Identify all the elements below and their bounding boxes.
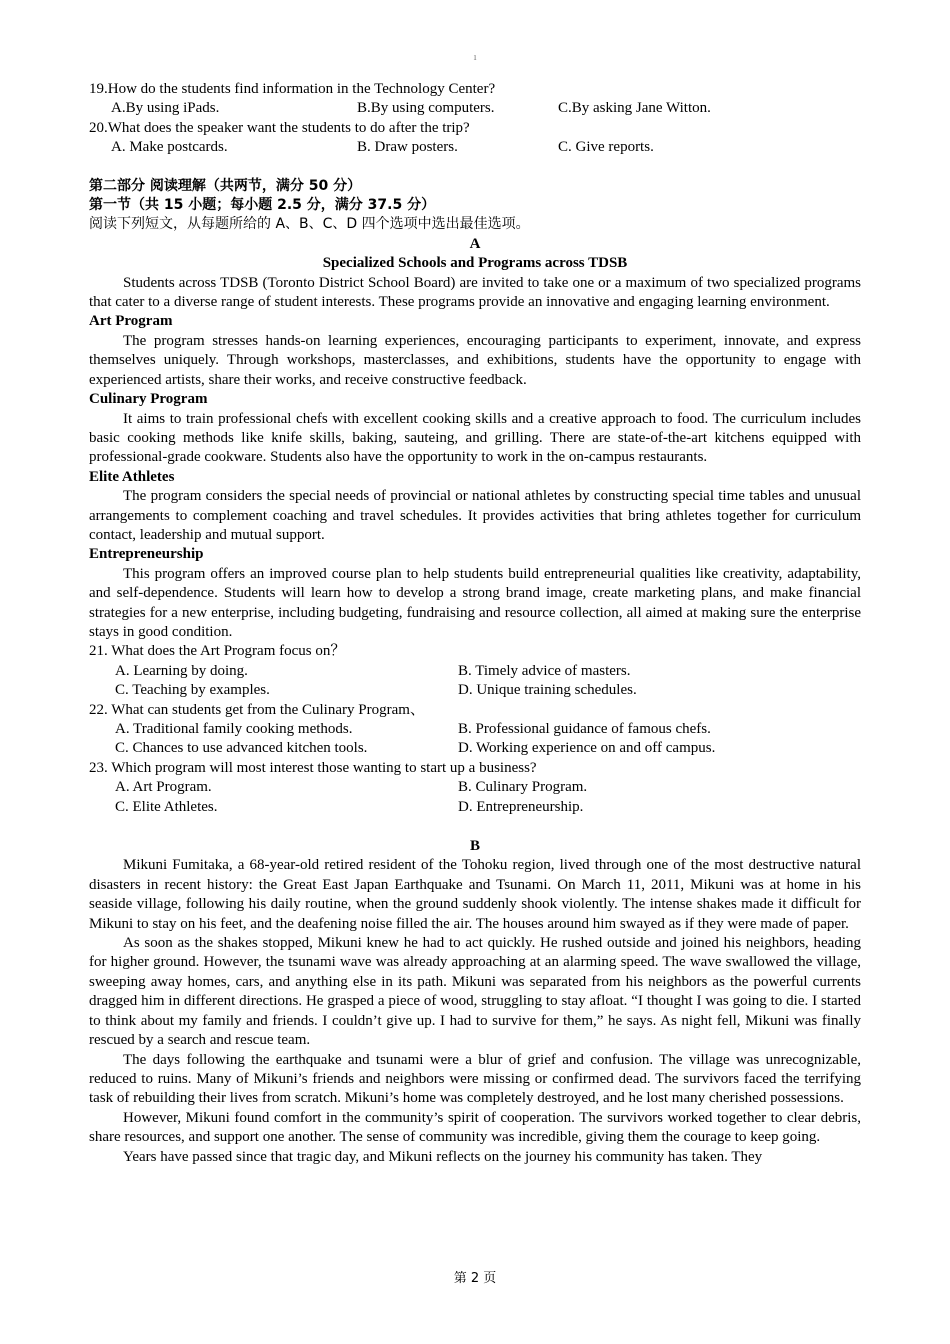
question-21-options-row1 [89, 662, 861, 681]
question-23-options-row2 [89, 798, 861, 817]
passage-a-title: Specialized Schools and Programs across TDSB [322, 255, 628, 272]
option-23-a: A. Art Program. [115, 779, 212, 796]
passage-a-letter: A [469, 235, 481, 252]
program-text-entrepreneurship: This program offers an improved course plan to help students build entrepreneurial qualities like creativity, adaptability, and self-dependence. Students will learn how to develop a strong brand image, create marketing plans, and make financial strategies for a new enterprise, including budgeting, fundraising and resource collection, all aimed at making sure the enterprise stays in good condition. [89, 565, 861, 640]
question-22-options-row2 [89, 739, 861, 758]
question-20-stem: 20.What does the speaker want the students to do after the trip? [89, 119, 470, 136]
program-heading-art: Art Program [89, 313, 173, 330]
program-heading-entrepreneurship: Entrepreneurship [89, 546, 204, 563]
program-text-athletes: The program considers the special needs of provincial or national athletes by constructing special time tables and unusual arrangements to complement coaching and travel schedules. It provides activities that bring athletes together for curriculum contact, leadership and mutual support. [89, 488, 861, 543]
option-19-b: B.By using computers. [357, 100, 495, 117]
question-20-options [89, 138, 861, 157]
option-23-d: D. Entrepreneurship. [458, 798, 584, 815]
passage-b-paragraph-3: The days following the earthquake and tsunami were a blur of grief and confusion. The village was unrecognizable, reduced to ruins. Many of Mikuni’s friends and neighbors were missing or confirmed dead. The survivors faced the terrifying task of rebuilding their lives from scratch. Mikuni’s home was completely destroyed, and he lost many cherished possessions. [89, 1051, 861, 1107]
option-20-b: B. Draw posters. [357, 139, 458, 156]
option-21-d: D. Unique training schedules. [458, 682, 637, 699]
program-text-culinary: It aims to train professional chefs with excellent cooking skills and a creative approach to food. The curriculum includes basic cooking methods like knife skills, baking, sauteing, and grilling. There are state-of-the-art kitchens equipped with professional-grade cookware. Students also have the opportunity to work in the on-campus restaurants. [89, 410, 861, 466]
passage-b-paragraph-2: As soon as the shakes stopped, Mikuni knew he had to act quickly. He rushed outside and joined his neighbors, heading for higher ground. However, the tsunami wave was already approaching at an alarming speed. The wave swallowed the village, sweeping away homes, cars, and anything else in its path. Mikuni was separated from his neighbors as the powerful currents dragged him in different directions. He grasped a piece of wood, struggling to stay afloat. “I thought I was going to die. I started to think about my family and friends. I couldn’t give up. I had to survive for them,” he says. As night fell, Mikuni was finally rescued by a search and rescue team. [89, 935, 861, 1049]
question-22-options-row1 [89, 720, 861, 739]
option-22-b: B. Professional guidance of famous chefs. [458, 721, 711, 737]
option-20-c: C. Give reports. [558, 139, 654, 156]
program-heading-athletes: Elite Athletes [89, 468, 175, 485]
option-22-c: C. Chances to use advanced kitchen tools. [115, 740, 368, 757]
question-22-stem: 22. What can students get from the Culinary Program、 [89, 701, 425, 718]
option-20-a: A. Make postcards. [111, 139, 228, 156]
passage-b-paragraph-1: Mikuni Fumitaka, a 68-year-old retired resident of the Tohoku region, lived through one of the most destructive natural disasters in recent history: the Great East Japan Earthquake and Tsunami. On March 11, 2011, Mikuni was at home in his seaside village, following his daily routine, when the ground suddenly shook violently. The intense shakes made it difficult for Mikuni to stay on his feet, and the deafening noise filled the air. The houses around him swayed as if they were made of paper. [89, 857, 861, 932]
page-mark: 1 [473, 54, 477, 62]
section1-instruction: 阅读下列短文，从每题所给的 A、B、C、D 四个选项中选出最佳选项。 [89, 216, 530, 233]
section1-title: 第一节（共 15 小题；每小题 2.5 分，满分 37.5 分） [89, 197, 436, 214]
passage-b-paragraph-4: However, Mikuni found comfort in the community’s spirit of cooperation. The survivors worked together to clear debris, share resources, and support one another. The sense of community was incredible, giving them the courage to keep going. [89, 1109, 861, 1146]
question-19-stem: 19.How do the students find information in the Technology Center? [89, 81, 496, 97]
option-19-a: A.By using iPads. [111, 100, 220, 117]
option-21-b: B. Timely advice of masters. [458, 662, 631, 679]
program-heading-culinary: Culinary Program [89, 391, 208, 408]
question-21-options-row2 [89, 681, 861, 700]
option-21-a: A. Learning by doing. [115, 662, 248, 679]
passage-a-intro: Students across TDSB (Toronto District School Board) are invited to take one or a maximum of two specialized programs that cater to a diverse range of student interests. These programs provide an innovative and engaging learning environment. [89, 274, 861, 311]
question-23-stem: 23. Which program will most interest those wanting to start up a business? [89, 759, 537, 776]
gap [89, 817, 861, 837]
program-text-art: The program stresses hands-on learning experiences, encouraging participants to experiment, innovate, and express themselves uniquely. Through workshops, masterclasses, and exhibitions, students have the opportunity to engage with experienced artists, share their works, and receive constructive feedback. [89, 332, 861, 388]
part2-title: 第二部分 阅读理解（共两节，满分 50 分） [89, 177, 362, 194]
page-footer: 第 2 页 [453, 1271, 497, 1286]
document-page [89, 80, 861, 1167]
question-19-options [89, 99, 861, 118]
option-22-a: A. Traditional family cooking methods. [115, 721, 353, 737]
passage-b-paragraph-5: Years have passed since that tragic day, and Mikuni reflects on the journey his community has taken. They [123, 1148, 763, 1165]
question-23-options-row1 [89, 778, 861, 797]
option-22-d: D. Working experience on and off campus. [458, 740, 716, 757]
option-23-c: C. Elite Athletes. [115, 798, 218, 815]
gap [89, 158, 861, 177]
option-23-b: B. Culinary Program. [458, 779, 588, 796]
option-19-c: C.By asking Jane Witton. [558, 100, 711, 117]
passage-b-letter: B [469, 838, 480, 855]
option-21-c: C. Teaching by examples. [115, 682, 270, 699]
question-21-stem: 21. What does the Art Program focus on？ [89, 643, 346, 660]
